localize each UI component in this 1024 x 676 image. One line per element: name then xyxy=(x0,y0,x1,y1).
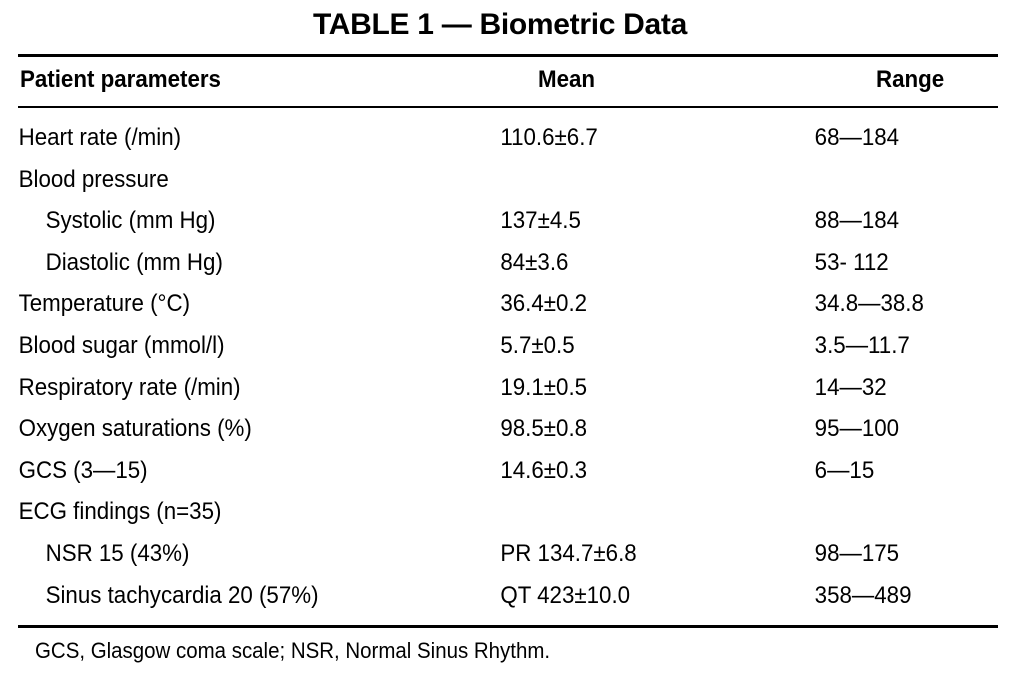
parameter-cell: NSR 15 (43%) xyxy=(45,539,190,567)
parameter-cell: Heart rate (/min) xyxy=(18,124,182,151)
mean-cell: 98.5±0.8 xyxy=(500,415,588,443)
range-cell: 6—15 xyxy=(814,456,875,484)
parameter-cell: Systolic (mm Hg) xyxy=(45,207,216,235)
parameter-cell: Sinus tachycardia 20 (57%) xyxy=(45,581,319,609)
table-title: TABLE 1 — Biometric Data xyxy=(313,8,687,41)
range-cell: 358—489 xyxy=(814,581,912,609)
parameter-cell: Oxygen saturations (%) xyxy=(18,415,252,443)
parameter-cell: ECG findings (n=35) xyxy=(18,498,222,526)
table-row xyxy=(0,534,952,576)
bottom-rule xyxy=(18,625,998,628)
parameter-cell: Blood sugar (mmol/l) xyxy=(18,331,225,359)
parameter-cell: Diastolic (mm Hg) xyxy=(45,248,223,276)
range-cell: 98—175 xyxy=(814,539,900,567)
table-row xyxy=(0,368,952,410)
mean-cell: 110.6±6.7 xyxy=(500,124,598,151)
table-row xyxy=(0,243,952,285)
mean-cell: PR 134.7±6.8 xyxy=(500,539,637,567)
mean-cell: 84±3.6 xyxy=(500,248,569,276)
table-row xyxy=(0,160,952,202)
table-header-row xyxy=(0,60,1024,104)
range-cell: 14—32 xyxy=(814,373,887,401)
top-rule xyxy=(18,54,998,57)
table-row xyxy=(0,409,952,451)
parameter-cell: Blood pressure xyxy=(18,165,169,193)
mean-cell: 137±4.5 xyxy=(500,207,581,235)
table-row xyxy=(0,576,952,618)
mean-cell: 19.1±0.5 xyxy=(500,373,588,401)
mean-cell: 14.6±0.3 xyxy=(500,456,588,484)
parameter-cell: Respiratory rate (/min) xyxy=(18,373,241,401)
mean-cell: 5.7±0.5 xyxy=(500,331,575,359)
header-patient-parameters: Patient parameters xyxy=(20,66,221,93)
header-range: Range xyxy=(876,66,945,93)
table-body xyxy=(0,118,1024,617)
parameter-cell: GCS (3—15) xyxy=(18,456,148,484)
table-row xyxy=(0,118,952,160)
parameter-cell: Temperature (°C) xyxy=(18,290,191,318)
range-cell: 53- 112 xyxy=(814,248,889,276)
table-row xyxy=(0,326,952,368)
table-row xyxy=(0,201,952,243)
table-footnote: GCS, Glasgow coma scale; NSR, Normal Sinus Rhythm. xyxy=(35,638,551,663)
mean-cell: QT 423±10.0 xyxy=(500,581,631,609)
range-cell: 68—184 xyxy=(814,124,900,151)
range-cell: 3.5—11.7 xyxy=(814,331,910,359)
table-row xyxy=(0,451,952,493)
range-cell: 95—100 xyxy=(814,415,900,443)
range-cell: 88—184 xyxy=(814,207,900,235)
mean-cell: 36.4±0.2 xyxy=(500,290,588,318)
table-row xyxy=(0,284,952,326)
header-rule xyxy=(18,106,998,108)
table-row xyxy=(0,492,952,534)
range-cell: 34.8—38.8 xyxy=(814,290,924,318)
header-mean: Mean xyxy=(538,66,596,93)
